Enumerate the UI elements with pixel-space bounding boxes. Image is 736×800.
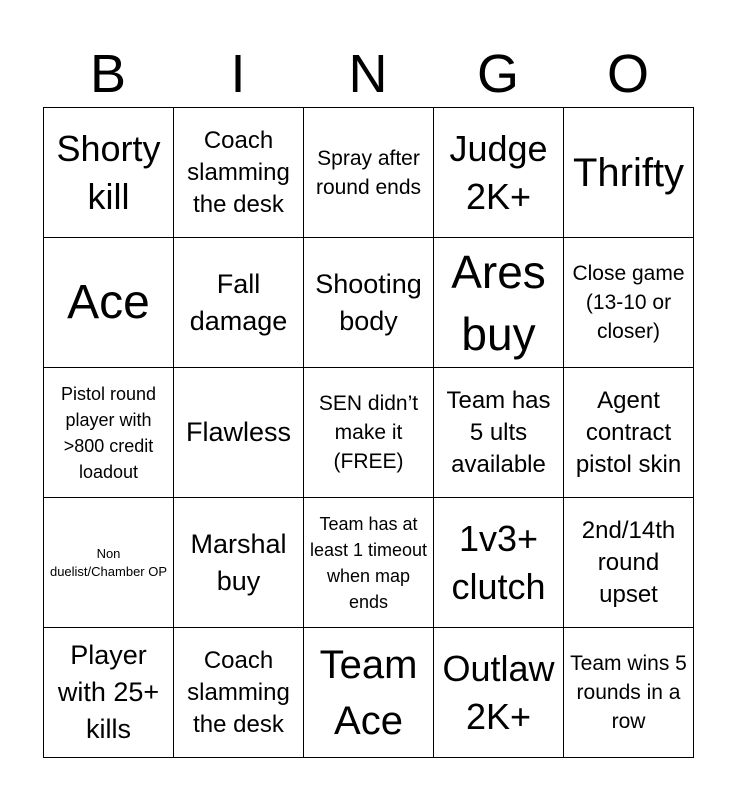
cell-text: Close game (13-10 or closer) xyxy=(572,262,685,343)
bingo-cell-r3c1[interactable] xyxy=(44,368,174,498)
bingo-cell-r5c2[interactable] xyxy=(174,628,304,758)
cell-text: Spray after round ends xyxy=(315,146,422,199)
bingo-cell-r4c2[interactable] xyxy=(174,498,304,628)
cell-text: Team has 5 ults available xyxy=(446,386,551,478)
bingo-cell-r5c4[interactable] xyxy=(434,628,564,758)
cell-text: Judge 2K+ xyxy=(449,127,548,217)
cell-text: Coach slamming the desk xyxy=(187,126,290,218)
bingo-cell-r4c1[interactable] xyxy=(44,498,174,628)
bingo-cell-r3c2[interactable] xyxy=(174,368,304,498)
header-letter-i: I xyxy=(230,44,246,104)
cell-text: Ares buy xyxy=(451,245,546,360)
cell-text: Team wins 5 rounds in a row xyxy=(570,652,687,733)
cell-text: Coach slamming the desk xyxy=(187,646,290,738)
header-letter-b: B xyxy=(89,44,127,104)
cell-text: Thrifty xyxy=(572,150,685,195)
cell-text: Flawless xyxy=(185,417,292,447)
bingo-cell-r1c5[interactable] xyxy=(564,108,694,238)
bingo-cell-r2c2[interactable] xyxy=(174,238,304,368)
bingo-cell-r1c2[interactable] xyxy=(174,108,304,238)
bingo-cell-r2c3[interactable] xyxy=(304,238,434,368)
bingo-cell-r2c1[interactable] xyxy=(44,238,174,368)
cell-text: Shorty kill xyxy=(56,127,161,217)
bingo-cell-r5c5[interactable] xyxy=(564,628,694,758)
cell-text: Non duelist/Chamber OP xyxy=(49,545,168,579)
cell-text: 2nd/14th round upset xyxy=(581,516,676,608)
bingo-cell-r1c3[interactable] xyxy=(304,108,434,238)
cell-text: Team Ace xyxy=(319,642,418,743)
header-letter-g: G xyxy=(476,44,519,104)
header-letter-n: N xyxy=(348,44,388,104)
bingo-grid xyxy=(43,107,694,758)
cell-text: Outlaw 2K+ xyxy=(442,647,555,737)
cell-text: Pistol round player with >800 credit loadout xyxy=(60,383,157,482)
bingo-cell-r2c5[interactable] xyxy=(564,238,694,368)
bingo-cell-r3c3[interactable] xyxy=(304,368,434,498)
header-letter-o: O xyxy=(606,44,649,104)
bingo-cell-r2c4[interactable] xyxy=(434,238,564,368)
bingo-cell-r4c5[interactable] xyxy=(564,498,694,628)
cell-text: Shooting body xyxy=(315,268,422,336)
cell-text: Fall damage xyxy=(189,268,288,336)
cell-text: Ace xyxy=(67,275,150,329)
bingo-header xyxy=(43,40,693,108)
cell-text: SEN didn’t make it (FREE) xyxy=(318,392,419,473)
cell-text: Player with 25+ kills xyxy=(57,640,160,744)
bingo-cell-r4c3[interactable] xyxy=(304,498,434,628)
bingo-cell-r1c4[interactable] xyxy=(434,108,564,238)
cell-text: Marshal buy xyxy=(190,528,287,596)
cell-text: Team has at least 1 timeout when map ends xyxy=(309,513,428,612)
bingo-cell-r3c4[interactable] xyxy=(434,368,564,498)
cell-text: Agent contract pistol skin xyxy=(575,386,682,478)
bingo-cell-r5c3[interactable] xyxy=(304,628,434,758)
bingo-cell-r5c1[interactable] xyxy=(44,628,174,758)
bingo-cell-r1c1[interactable] xyxy=(44,108,174,238)
bingo-cell-r3c5[interactable] xyxy=(564,368,694,498)
bingo-cell-r4c4[interactable] xyxy=(434,498,564,628)
cell-text: 1v3+ clutch xyxy=(451,517,546,607)
